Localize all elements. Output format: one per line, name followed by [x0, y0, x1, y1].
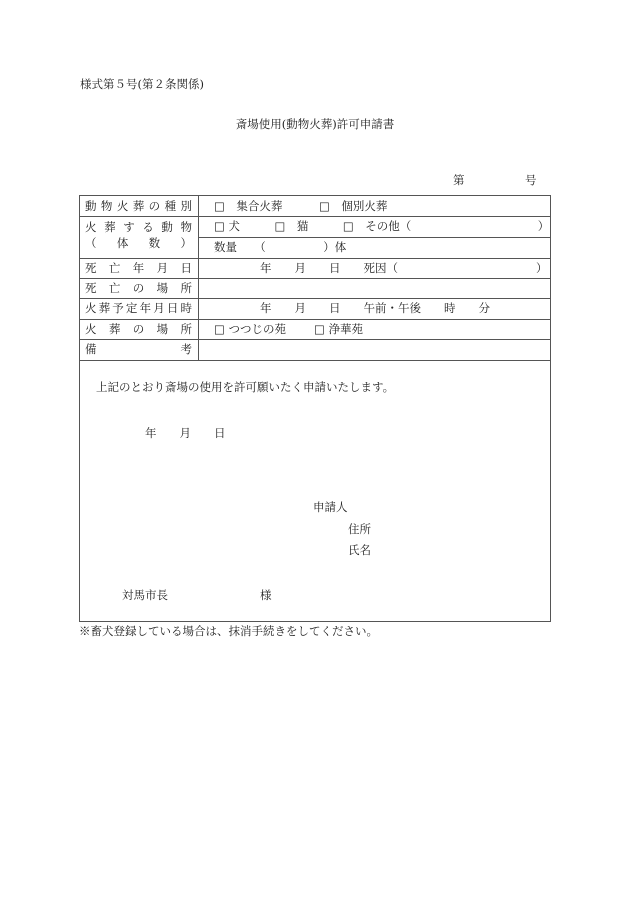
remarks-label: 備考: [85, 342, 192, 356]
number-label: 第: [453, 173, 465, 187]
addressee-mayor: 対馬市長: [122, 588, 168, 602]
request-statement: 上記のとおり斎場の使用を許可願いたく申請いたします。: [96, 380, 395, 394]
row-divider: [80, 360, 550, 361]
animal-count-label: （体数）: [85, 236, 192, 250]
row-divider: [80, 339, 550, 340]
jokaen-option[interactable]: □ 浄華苑: [314, 322, 364, 336]
applicant-name-label: 氏名: [348, 543, 371, 557]
form-number: 様式第５号(第２条関係): [80, 77, 204, 91]
application-form-table: [79, 195, 551, 622]
number-suffix: 号: [525, 173, 537, 187]
row-divider: [199, 237, 550, 238]
animal-kind-options[interactable]: □ 犬 □ 猫 □ その他（ ）: [214, 219, 550, 233]
row-divider: [80, 216, 550, 217]
cremation-datetime-field[interactable]: 年 月 日 午前・午後 時 分: [260, 301, 490, 315]
individual-cremation-option[interactable]: □ 個別火葬: [319, 199, 388, 213]
row-divider: [80, 298, 550, 299]
animal-label: 火葬する動物: [85, 220, 192, 234]
death-date-field[interactable]: 年 月 日 死因（ ）: [260, 261, 548, 275]
group-cremation-option[interactable]: □ 集合火葬: [214, 199, 283, 213]
animal-count-field[interactable]: 数量 （ ）体: [214, 240, 347, 254]
document-title: 斎場使用(動物火葬)許可申請書: [235, 117, 395, 131]
applicant-address-label: 住所: [348, 522, 371, 536]
addressee-honorific: 様: [260, 588, 272, 602]
tsutsuji-option[interactable]: □ つつじの苑: [214, 322, 287, 336]
cremation-datetime-label: 火葬予定年月日時: [85, 301, 192, 315]
death-date-label: 死亡年月日: [85, 261, 192, 275]
application-date[interactable]: 年 月 日: [145, 426, 226, 440]
cremation-place-label: 火葬の場所: [85, 322, 192, 336]
applicant-label: 申請人: [313, 500, 348, 514]
row-divider: [80, 258, 550, 259]
row-divider: [80, 319, 550, 320]
death-place-label: 死亡の場所: [85, 281, 192, 295]
footnote: ※畜犬登録している場合は、抹消手続きをしてください。: [79, 624, 378, 638]
cremation-type-label: 動物火葬の種別: [85, 199, 192, 213]
row-divider: [80, 278, 550, 279]
